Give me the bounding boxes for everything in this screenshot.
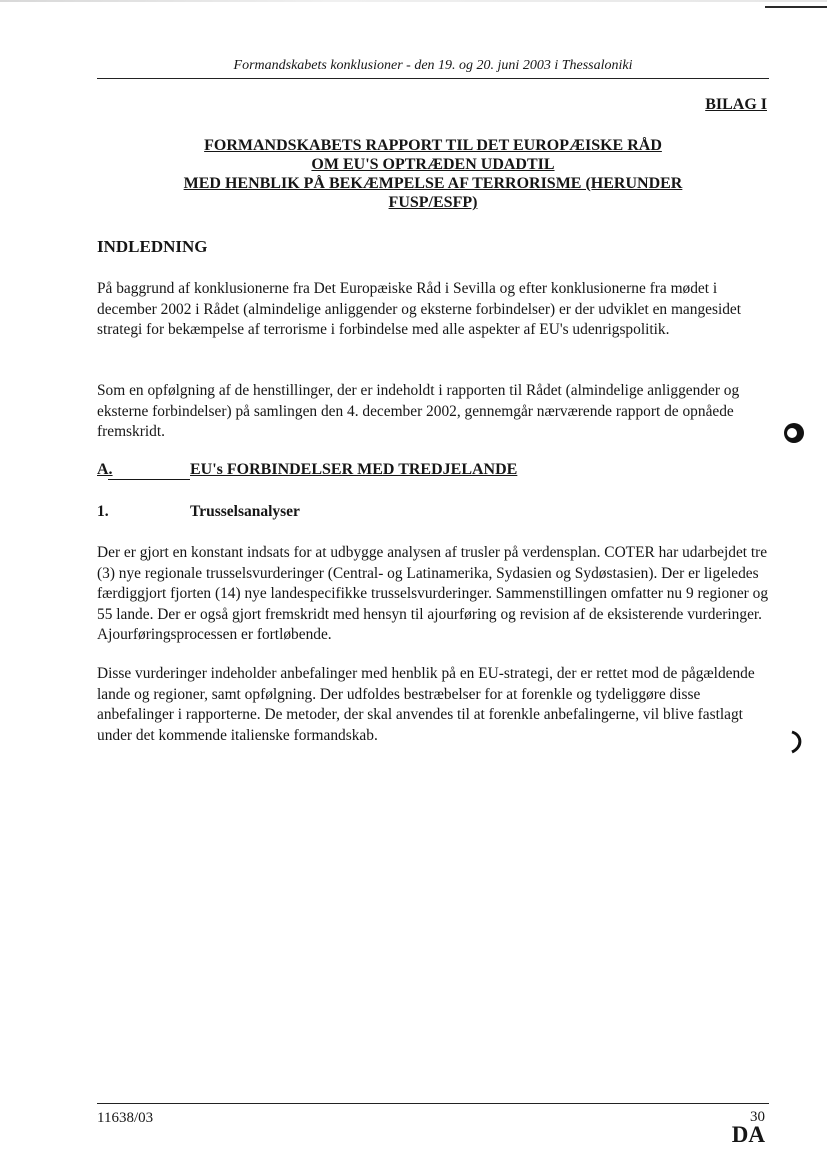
- report-title-line: FUSP/ESFP): [388, 194, 478, 211]
- report-title-line: FORMANDSKABETS RAPPORT TIL DET EUROPÆISKE RÅD: [204, 137, 662, 154]
- page-number: 30: [750, 1109, 765, 1125]
- document-number: 11638/03: [97, 1110, 154, 1126]
- intro-heading: INDLEDNING: [97, 237, 208, 256]
- subsection-title: Trusselsanalyser: [190, 503, 300, 520]
- language-code: DA: [731, 1122, 765, 1147]
- running-header: Formandskabets konklusioner - den 19. og 20. juni 2003 i Thessaloniki: [233, 58, 633, 73]
- report-title-line: OM EU'S OPTRÆDEN UDADTIL: [311, 156, 555, 173]
- section-a-title: EU's FORBINDELSER MED TREDJELANDE: [190, 461, 518, 478]
- annex-label: BILAG I: [705, 96, 767, 113]
- subsection-paragraph: Disse vurderinger indeholder anbefalinger med henblik på en EU-strategi, der er rettet mod de pågældende lande og regioner, samt opfølgning. Der udfoldes bestræbelser for at forenkle og tydeliggøre disse anbefalinger i rapporterne. De metoder, der skal anvendes til at forenkle anbefalingerne, vil blive fastlagt under det kommende italienske formandskab.: [97, 665, 755, 744]
- section-a-label: A.: [97, 461, 113, 478]
- punch-hole-mark: [781, 420, 807, 446]
- intro-paragraph: På baggrund af konklusionerne fra Det Europæiske Råd i Sevilla og efter konklusionerne fra mødet i december 2002 i Rådet (almindelige anliggender og eksterne forbindelser) er der udviklet en mangesidet strategi for bekæmpelse af terrorisme i forbindelse med alle aspekter af EU's udenrigspolitik.: [97, 280, 742, 338]
- scan-edge-right: [765, 6, 827, 8]
- report-title: [97, 136, 769, 212]
- subsection-number: 1.: [97, 503, 109, 520]
- section-a-underline: [108, 479, 190, 480]
- header-rule: [97, 78, 769, 79]
- subsection-paragraph: Der er gjort en konstant indsats for at udbygge analysen af trusler på verdensplan. COTER har udarbejdet tre (3) nye regionale trusselsvurderinger (Central- og Latinamerika, Sydasien og Sydøstasien). Der er ligeledes færdiggjort fjorten (14) nye landespecifikke trusselsvurderinger. Sammenstillingen omfatter nu 9 regioner og 55 lande. Der er også gjort fremskridt med hensyn til ajourføring og revision af de eksisterende vurderinger. Ajourføringsprocessen er fortløbende.: [97, 544, 769, 643]
- punch-hole-mark: [786, 729, 808, 755]
- scan-edge-top: [0, 0, 827, 2]
- intro-paragraph: Som en opfølgning af de henstillinger, der er indeholdt i rapporten til Rådet (almindelige anliggender og eksterne forbindelser) på samlingen den 4. december 2002, gennemgår nærværende rapport de opnåede fremskridt.: [97, 382, 740, 440]
- footer-rule: [97, 1103, 769, 1104]
- report-title-line: MED HENBLIK PÅ BEKÆMPELSE AF TERRORISME (HERUNDER: [183, 175, 683, 192]
